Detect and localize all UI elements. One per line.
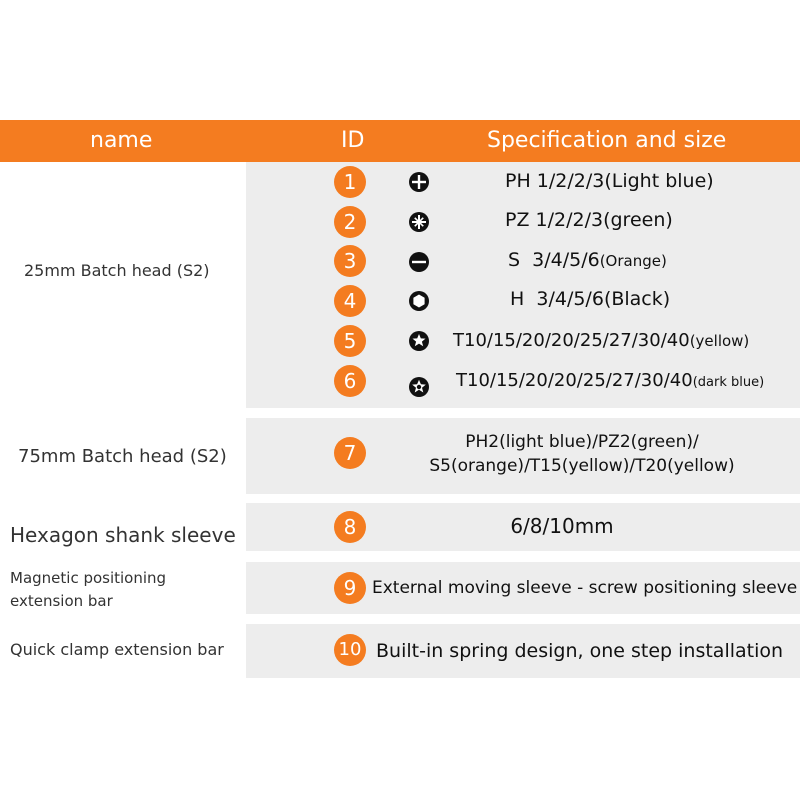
group3-spec: 6/8/10mm	[510, 514, 614, 538]
spec-code: PZ 1/2/2/3	[505, 209, 604, 231]
table-header	[0, 120, 800, 162]
spec-note: (dark blue)	[692, 375, 765, 390]
spec-row-6	[456, 370, 764, 391]
id-badge: 8	[334, 511, 366, 543]
pozidriv-bit-icon	[408, 211, 430, 233]
spec-note: (green)	[603, 209, 673, 231]
spec-row-4	[510, 288, 670, 310]
id-badge: 3	[334, 245, 366, 277]
group1-label: 25mm Batch head (S2)	[24, 260, 210, 280]
id-badge: 5	[334, 325, 366, 357]
header-name: name	[90, 128, 153, 153]
group5-label: Quick clamp extension bar	[10, 639, 224, 659]
torx-security-bit-icon	[408, 376, 430, 398]
group3-label: Hexagon shank sleeve	[10, 523, 236, 547]
spec-code: PH 1/2/2/3	[505, 170, 605, 192]
slotted-bit-icon	[408, 251, 430, 273]
spec-code: T10/15/20/20/25/27/30/40	[456, 370, 693, 391]
hex-bit-icon	[408, 290, 430, 312]
group5-spec: Built-in spring design, one step installation	[376, 640, 784, 662]
group2-spec-line1: PH2(light blue)/PZ2(green)/	[465, 432, 699, 452]
spec-note: (yellow)	[689, 332, 750, 350]
spec-note: (Orange)	[599, 252, 667, 270]
spec-note: (Light blue)	[604, 170, 714, 192]
group2-spec-line2: S5(orange)/T15(yellow)/T20(yellow)	[429, 456, 735, 476]
spec-row-2	[505, 209, 673, 231]
spec-row-5	[453, 330, 749, 351]
group2-label: 75mm Batch head (S2)	[18, 445, 227, 467]
group4-spec: External moving sleeve - screw positioning sleeve	[372, 578, 798, 598]
id-badge: 10	[334, 634, 366, 666]
torx-bit-icon	[408, 330, 430, 352]
spec-code: T10/15/20/20/25/27/30/40	[453, 330, 690, 351]
id-badge: 6	[334, 365, 366, 397]
spec-row-1	[505, 170, 714, 192]
phillips-bit-icon	[408, 171, 430, 193]
id-badge: 7	[334, 437, 366, 469]
spec-code: H 3/4/5/6	[510, 288, 604, 310]
spec-note: (Black)	[603, 288, 671, 310]
spec-row-3	[508, 249, 667, 271]
id-badge: 2	[334, 206, 366, 238]
id-badge: 1	[334, 166, 366, 198]
header-spec: Specification and size	[487, 128, 727, 153]
spec-code: S 3/4/5/6	[508, 249, 600, 271]
group4-label: Magnetic positioning extension bar	[10, 569, 167, 610]
id-badge: 4	[334, 285, 366, 317]
id-badge: 9	[334, 572, 366, 604]
header-id: ID	[341, 128, 365, 153]
group2-spec	[364, 430, 800, 478]
